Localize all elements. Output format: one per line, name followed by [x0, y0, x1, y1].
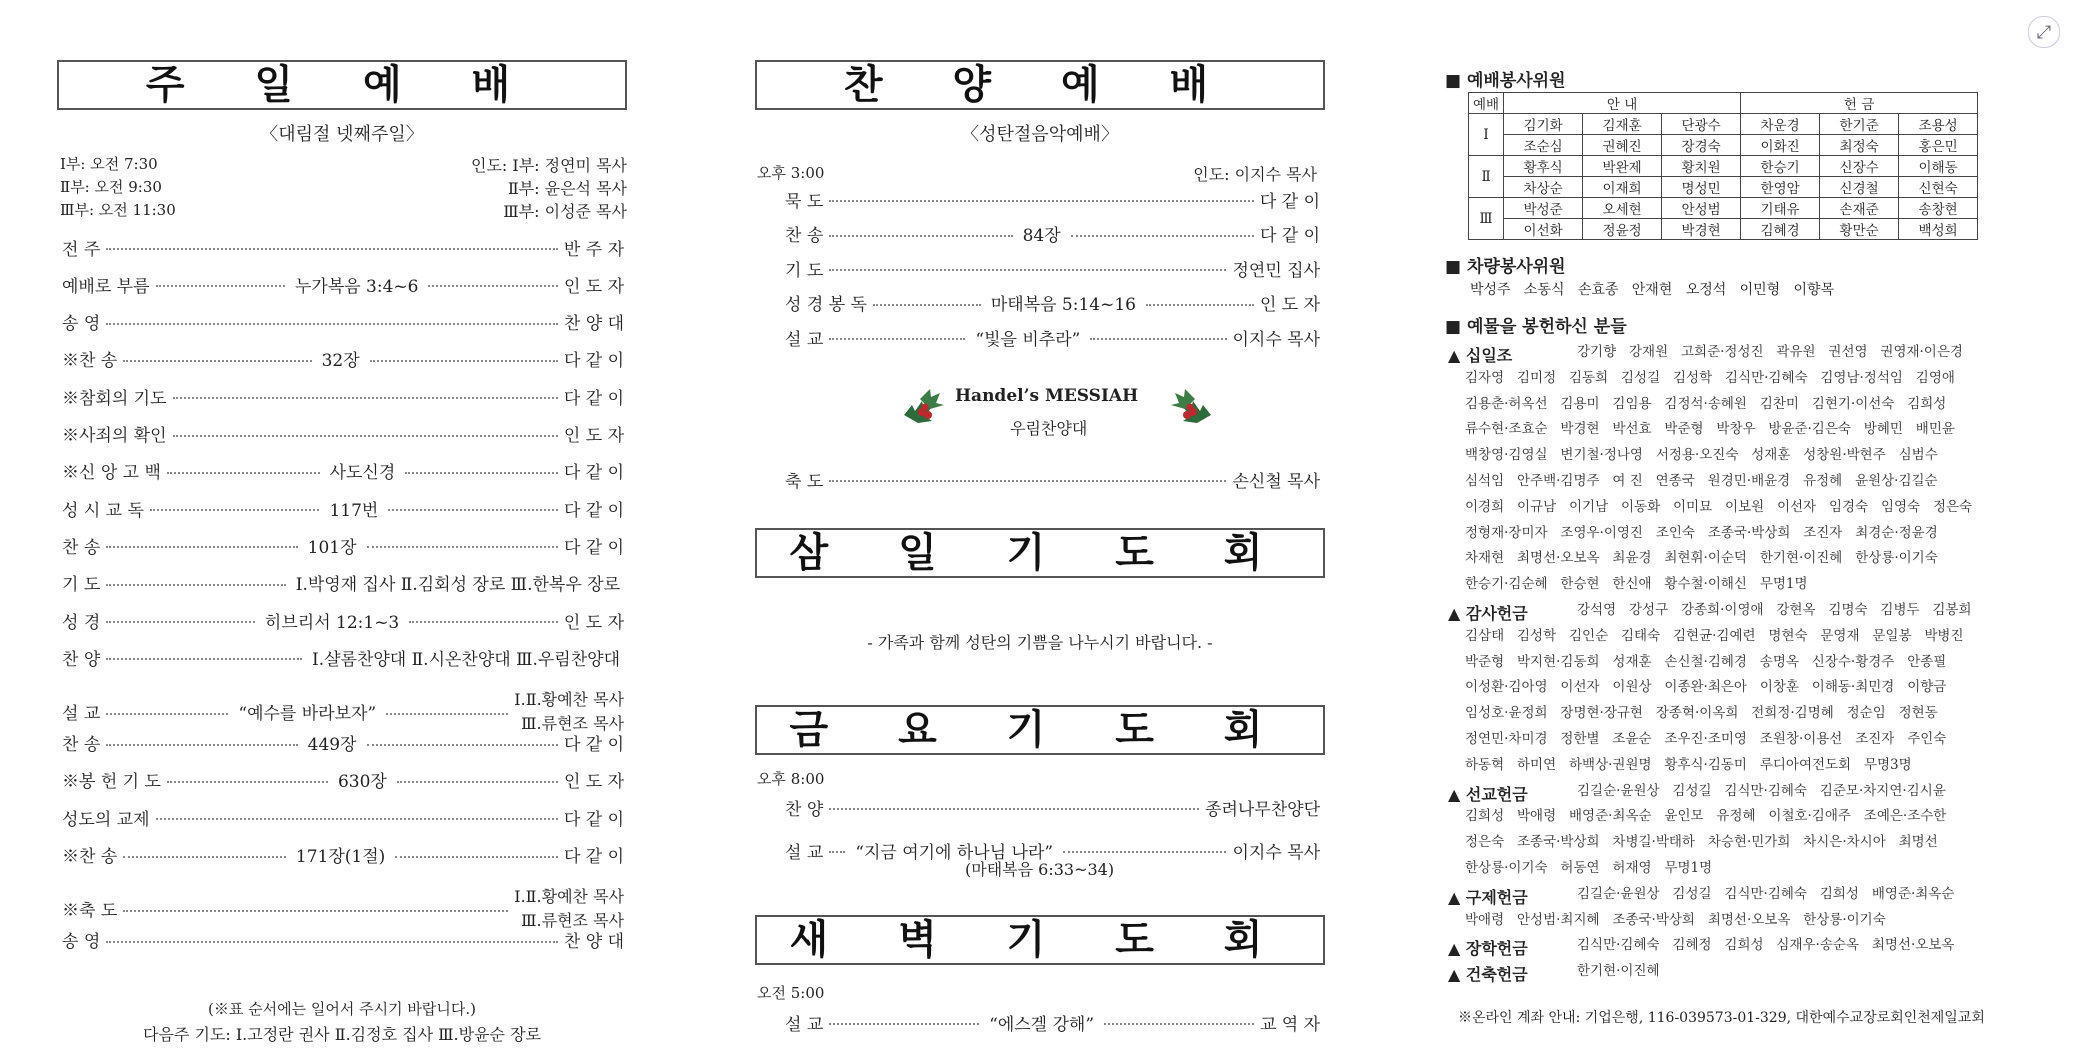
row-key: 설 교 [785, 842, 824, 863]
row-value: 정연민 집사 [1232, 260, 1320, 281]
offering-names-line: 김길순·윤원상 김성길 김식만·김혜숙 김희성 배영준·최옥순 [1577, 885, 1955, 902]
dot-leader [173, 397, 558, 399]
name-cell: 이해동 [1899, 156, 1978, 177]
dot-leader [367, 744, 558, 746]
name-cell: 신장수 [1820, 156, 1899, 177]
next-week-prayer: 다음주 기도: Ⅰ.고정란 권사 Ⅱ.김정호 집사 Ⅲ.방윤순 장로 [143, 1025, 541, 1044]
praise-subtitle: 〈성탄절음악예배〉 [961, 124, 1119, 145]
name-cell: 황후식 [1504, 156, 1583, 177]
offering-names-line: 정형재·장미자 조영우·이영진 조인숙 조종국·박상희 조진자 최경순·정윤경 [1465, 524, 1938, 541]
dot-leader [106, 584, 286, 586]
row-value: 다 같 이 [563, 351, 625, 372]
row-key: 찬 양 [62, 649, 101, 670]
row-value: 교 역 자 [1259, 1014, 1321, 1035]
dot-leader [388, 509, 558, 511]
offering-names-line: 백창영·김영실 변기철·정나영 서정용·오진숙 성재훈 성창원·박현주 심범수 [1465, 447, 1938, 464]
order-row [62, 233, 624, 261]
row-middle: 84장 [1022, 226, 1061, 246]
committee-heading: ■ 예배봉사위원 [1445, 71, 1566, 91]
sunday-title: 주 일 예 배 [57, 60, 627, 110]
order-row [62, 729, 624, 757]
row-key: 묵 도 [785, 191, 824, 212]
row-value: 종려나무찬양단 [1205, 799, 1320, 820]
offering-names-line: 김자영 김미정 김동희 김성길 김성학 김식만·김혜숙 김영남·정석임 김영애 [1465, 369, 1955, 386]
name-cell: 한기준 [1820, 114, 1899, 135]
name-cell: 신경철 [1820, 177, 1899, 198]
offering-category: ▲ 건축헌금 [1448, 965, 1528, 985]
row-value: Ⅰ.Ⅱ.황예찬 목사 Ⅲ.류현조 목사 [514, 689, 625, 733]
row-value: 다 같 이 [1259, 191, 1320, 212]
dot-leader [829, 269, 1226, 271]
offering-heading: ■ 예물을 봉헌하신 분들 [1445, 317, 1627, 337]
name-cell: 황만순 [1820, 219, 1899, 240]
name-cell: 박경현 [1662, 219, 1741, 240]
table-row [1469, 177, 1978, 198]
column-header: 예배 [1469, 93, 1504, 114]
table-header-row [1469, 93, 1978, 114]
row-key: 예배로 부름 [62, 276, 150, 297]
name-cell: 이화진 [1741, 135, 1820, 156]
row-key: 설 교 [785, 1014, 824, 1035]
offering-names-line: 박애령 안성범·최지혜 조종국·박상희 최명선·오보옥 한상룡·이기숙 [1465, 911, 1886, 928]
row-middle: Ⅰ.박영재 집사 Ⅱ.김회성 장로 Ⅲ.한복우 장로 [295, 575, 620, 596]
row-value: 다 같 이 [1259, 226, 1321, 246]
dot-leader [829, 808, 1199, 810]
offering-names-line: 차재현 최명선·오보옥 최윤경 최현휘·이순덕 한기현·이진혜 한상룡·이기숙 [1465, 550, 1938, 567]
dot-leader [829, 1023, 979, 1025]
table-row [1469, 156, 1978, 177]
wednesday-title: 삼 일 기 도 회 [755, 528, 1325, 578]
name-cell: 김혜경 [1741, 219, 1820, 240]
row-key: 설 교 [62, 704, 101, 725]
dot-leader [167, 472, 320, 474]
row-middle: 630장 [337, 772, 387, 793]
dot-leader [173, 435, 558, 437]
offering-names-line: 정은숙 조종국·박상희 차병길·박태하 차승현·민가희 차시은·차시아 최명선 [1465, 834, 1938, 851]
offering-names-line: 김용춘·허옥선 김용미 김임용 김정석·송혜원 김찬미 김현기·이선숙 김희성 [1465, 395, 1947, 412]
offering-names-line: 임성호·윤정희 장명현·장규현 장종혁·이옥희 전희정·김명혜 정순임 정현동 [1465, 705, 1938, 722]
order-row [62, 382, 624, 410]
offering-names-line: 정연민·차미경 정한별 조윤순 조우진·조미영 조원창·이용선 조진자 주인숙 [1465, 731, 1947, 747]
leader-1: 인도: Ⅰ부: 정연미 목사 [470, 156, 627, 175]
service-time-1: Ⅰ부: 오전 7:30 [60, 155, 158, 173]
row-value: 찬 양 대 [563, 314, 624, 335]
row-value: 인 도 자 [563, 276, 625, 297]
order-row [785, 254, 1320, 282]
dot-leader [106, 323, 558, 325]
service-time-3: Ⅲ부: 오전 11:30 [60, 201, 176, 219]
row-key: 기 도 [785, 260, 824, 281]
dot-leader [106, 744, 297, 746]
screenshot-icon[interactable]: ⤢ [2028, 16, 2060, 48]
dot-leader [106, 546, 297, 548]
row-key: ※참회의 기도 [62, 388, 167, 409]
holly-left-icon [900, 385, 950, 429]
name-cell: 홍은민 [1899, 135, 1978, 156]
row-middle: 히브리서 12:1~3 [264, 612, 400, 633]
offering-category: ▲ 구제헌금 [1448, 887, 1528, 907]
row-key: 성 경 봉 독 [785, 295, 867, 315]
order-row [62, 420, 624, 448]
row-key: 찬 송 [62, 537, 101, 558]
dot-leader [167, 781, 328, 783]
order-row [62, 643, 624, 671]
row-middle: 117번 [329, 500, 379, 521]
row-middle: 32장 [321, 351, 360, 372]
standing-note: (※표 순서에는 일어서 주시기 바랍니다.) [208, 1000, 476, 1018]
name-cell: 한승기 [1741, 156, 1820, 177]
dot-leader [106, 713, 228, 715]
row-key: ※사죄의 확인 [62, 426, 167, 446]
row-value: 다 같 이 [563, 809, 624, 830]
dot-leader [829, 851, 845, 853]
row-key: 성 시 교 독 [62, 500, 144, 521]
row-middle: “예수를 바라보자” [238, 704, 377, 725]
row-middle: 449장 [307, 735, 357, 756]
row-key: 성도의 교제 [62, 809, 150, 830]
offering-names-line: 한기현·이진혜 [1577, 963, 1660, 980]
table-row [1469, 219, 1978, 240]
row-value: 다 같 이 [563, 537, 625, 558]
column-header: 안 내 [1504, 93, 1741, 114]
offering-names-line: 하동혁 하미연 하백상·권원명 황후식·김동미 루디아여전도회 무명3명 [1465, 756, 1912, 773]
leader-2: Ⅱ부: 윤은석 목사 [507, 179, 627, 198]
row-key: 찬 송 [785, 226, 824, 246]
praise-time: 오후 3:00 [757, 164, 825, 182]
dot-leader [370, 360, 558, 362]
wednesday-text: - 가족과 함께 성탄의 기쁨을 나누시기 바랍니다. - [867, 633, 1213, 652]
table-row [1469, 198, 1978, 219]
row-key: ※찬 송 [62, 847, 118, 867]
table-row [1469, 114, 1978, 135]
praise-leader: 인도: 이지수 목사 [1193, 165, 1317, 184]
row-key: ※신 앙 고 백 [62, 463, 161, 484]
offering-names-line: 강석영 강성구 강종희·이영애 강현옥 김명숙 김병두 김봉희 [1577, 602, 1972, 618]
dawn-title: 새 벽 기 도 회 [755, 915, 1325, 965]
row-middle: 101장 [307, 537, 357, 558]
offering-names-line: 한상룡·이기숙 허동연 허재영 무명1명 [1465, 860, 1713, 876]
order-row [62, 270, 624, 298]
order-row [785, 465, 1320, 493]
row-key: ※찬 송 [62, 351, 118, 372]
leader-3: Ⅲ부: 이성준 목사 [503, 202, 627, 221]
table-row [1469, 135, 1978, 156]
order-row [62, 345, 624, 373]
offering-category: ▲ 십일조 [1448, 346, 1513, 365]
name-cell: 장경숙 [1662, 135, 1741, 156]
order-row [62, 803, 624, 831]
order-row [62, 308, 624, 336]
order-row [62, 569, 624, 597]
order-row [62, 926, 624, 954]
dot-leader [1104, 1023, 1254, 1025]
name-cell: 김기화 [1504, 114, 1583, 135]
dot-leader [829, 200, 1254, 202]
row-value: 이지수 목사 [1232, 842, 1320, 863]
dot-leader [123, 910, 508, 912]
committee-table [1468, 92, 1978, 240]
name-cell: 황치원 [1662, 156, 1741, 177]
name-cell: 박성준 [1504, 198, 1583, 219]
row-value: 다 같 이 [563, 463, 624, 484]
name-cell: 오세현 [1583, 198, 1662, 219]
row-middle: “지금 여기에 하나님 나라” [855, 842, 1054, 863]
dot-leader [150, 509, 320, 511]
dot-leader [123, 856, 286, 858]
dot-leader [386, 713, 508, 715]
dot-leader [873, 304, 981, 306]
row-key: 찬 송 [62, 735, 101, 756]
offering-names-line: 심석임 안주백·김명주 여 진 연종국 원경민·배윤경 유정혜 윤원상·김길순 [1465, 473, 1938, 489]
dot-leader [106, 248, 558, 250]
row-value: 다 같 이 [563, 388, 624, 409]
vehicle-names: 박성주 소동식 손효종 안재현 오정석 이민형 이향목 [1470, 282, 1835, 298]
row-value: 다 같 이 [563, 847, 625, 867]
offering-category: ▲ 선교헌금 [1448, 784, 1528, 804]
dot-leader [156, 285, 285, 287]
messiah-heading: Handel’s MESSIAH [955, 386, 1139, 406]
order-row [62, 531, 624, 559]
dot-leader [1071, 235, 1254, 237]
row-key: 설 교 [785, 329, 824, 350]
name-cell: 이선화 [1504, 219, 1583, 240]
offering-category: ▲ 장학헌금 [1448, 939, 1528, 959]
name-cell: 정윤정 [1583, 219, 1662, 240]
dot-leader [405, 472, 558, 474]
dot-leader [397, 781, 558, 783]
part-cell: Ⅰ [1469, 114, 1504, 156]
row-value: 인 도 자 [563, 426, 624, 446]
name-cell: 신현숙 [1899, 177, 1978, 198]
row-middle: Ⅰ.샬롬찬양대 Ⅱ.시온찬양대 Ⅲ.우림찬양대 [311, 649, 620, 670]
friday-title: 금 요 기 도 회 [755, 705, 1325, 755]
name-cell: 한영암 [1741, 177, 1820, 198]
friday-time: 오후 8:00 [757, 770, 825, 788]
dot-leader [1090, 338, 1226, 340]
name-cell: 송창현 [1899, 198, 1978, 219]
row-value: 인 도 자 [563, 612, 624, 633]
row-key: 축 도 [785, 471, 824, 492]
dot-leader [106, 941, 558, 943]
name-cell: 손재준 [1820, 198, 1899, 219]
part-cell: Ⅲ [1469, 198, 1504, 240]
row-value: Ⅰ.Ⅱ.황예찬 목사 Ⅲ.류현조 목사 [514, 886, 624, 930]
row-key: 송 영 [62, 314, 101, 335]
order-row [62, 494, 624, 522]
dot-leader [106, 658, 302, 660]
row-value: 반 주 자 [563, 239, 624, 260]
row-middle: 171장(1절) [295, 847, 386, 867]
row-value: 인 도 자 [1259, 295, 1321, 315]
row-key: ※축 도 [62, 901, 118, 922]
vehicle-heading: ■ 차량봉사위원 [1445, 257, 1566, 277]
name-cell: 단광수 [1662, 114, 1741, 135]
offering-names-line: 김희성 박애령 배영준·최옥순 윤인모 유정혜 이철호·김애주 조예은·조수한 [1465, 808, 1947, 825]
order-row [785, 793, 1320, 821]
offering-names-line: 강기향 강재원 고희준·정성진 곽유원 권선영 권영재·이은경 [1577, 344, 1963, 360]
dot-leader [367, 546, 558, 548]
name-cell: 박완제 [1583, 156, 1662, 177]
offering-names-line: 이경희 이규남 이기남 이동화 이미묘 이보원 이선자 임경숙 임영숙 정은숙 [1465, 498, 1973, 515]
offering-category: ▲ 감사헌금 [1448, 604, 1528, 623]
order-row [785, 1008, 1320, 1036]
row-key: 찬 양 [785, 799, 824, 820]
row-middle: 마태복음 5:14~16 [990, 295, 1136, 315]
name-cell: 차운경 [1741, 114, 1820, 135]
dot-leader [428, 285, 557, 287]
name-cell: 권혜진 [1583, 135, 1662, 156]
row-key: 기 도 [62, 575, 101, 596]
dot-leader [123, 360, 311, 362]
dot-leader [829, 235, 1012, 237]
order-row [62, 606, 624, 634]
row-middle: “에스겔 강해” [989, 1014, 1095, 1035]
offering-names-line: 박준형 박지현·김동희 성재훈 손신철·김혜경 송명옥 신장수·황경주 안종필 [1465, 653, 1947, 670]
praise-title: 찬 양 예 배 [755, 60, 1325, 110]
row-key: ※봉 헌 기 도 [62, 772, 161, 793]
dot-leader [409, 621, 558, 623]
messiah-choir: 우림찬양대 [1010, 419, 1088, 438]
name-cell: 차상순 [1504, 177, 1583, 198]
row-middle: 누가복음 3:4~6 [294, 276, 419, 297]
name-cell: 조순심 [1504, 135, 1583, 156]
friday-sermon-reference: (마태복음 6:33~34) [965, 860, 1115, 879]
name-cell: 김재훈 [1583, 114, 1662, 135]
name-cell: 명성민 [1662, 177, 1741, 198]
name-cell: 이재희 [1583, 177, 1662, 198]
row-value: 이지수 목사 [1232, 329, 1321, 350]
dawn-time: 오전 5:00 [757, 984, 825, 1002]
order-row [785, 323, 1320, 351]
dot-leader [106, 621, 255, 623]
dot-leader [1063, 851, 1226, 853]
row-key: 성 경 [62, 612, 101, 633]
row-middle: “빛을 비추라” [975, 329, 1081, 350]
offering-names-line: 김삼태 김성학 김인순 김태숙 김현균·김예련 명현숙 문영재 문일봉 박병진 [1465, 627, 1964, 644]
offering-names-line: 김길순·윤원상 김성길 김식만·김혜숙 김준모·차지연·김시윤 [1577, 782, 1946, 799]
row-value: 손신철 목사 [1232, 471, 1320, 492]
offering-names-line: 류수현·조효순 박경현 박선효 박준형 박창우 방윤준·김은숙 방혜민 배민윤 [1465, 421, 1955, 438]
offering-names-line: 김식만·김혜숙 김혜정 김희성 심재우·송순옥 최명선·오보옥 [1577, 937, 1955, 954]
name-cell: 안성범 [1662, 198, 1741, 219]
order-row [785, 220, 1320, 248]
offering-names-line: 한승기·김순혜 한승현 한신애 황수철·이해신 무명1명 [1465, 576, 1808, 593]
order-row [62, 841, 624, 869]
order-row [785, 185, 1320, 213]
row-middle: 사도신경 [329, 463, 396, 484]
row-value: 인 도 자 [563, 772, 625, 793]
dot-leader [829, 338, 965, 340]
dot-leader [156, 818, 558, 820]
dot-leader [395, 856, 558, 858]
row-key: 전 주 [62, 239, 101, 260]
name-cell: 조용성 [1899, 114, 1978, 135]
sunday-subtitle: 〈대림절 넷째주일〉 [260, 124, 424, 145]
offering-names-line: 이성환·김아영 이선자 이원상 이종완·최은아 이창훈 이해동·최민경 이향금 [1465, 679, 1947, 696]
column-header: 헌 금 [1741, 93, 1978, 114]
row-key: 송 영 [62, 932, 101, 953]
dot-leader [829, 480, 1226, 482]
dot-leader [1146, 304, 1254, 306]
order-row [62, 457, 624, 485]
order-row [785, 289, 1320, 317]
row-value: 다 같 이 [563, 500, 625, 521]
name-cell: 백성희 [1899, 219, 1978, 240]
name-cell: 기태유 [1741, 198, 1820, 219]
name-cell: 최정숙 [1820, 135, 1899, 156]
part-cell: Ⅱ [1469, 156, 1504, 198]
order-row [62, 766, 624, 794]
account-info: ※온라인 계좌 안내: 기업은행, 116-039573-01-329, 대한예수교장로회인천제일교회 [1458, 1010, 1985, 1026]
row-value: 다 같 이 [563, 735, 625, 756]
service-time-2: Ⅱ부: 오전 9:30 [60, 178, 162, 196]
holly-right-icon [1165, 385, 1215, 429]
row-value: 찬 양 대 [563, 932, 624, 953]
